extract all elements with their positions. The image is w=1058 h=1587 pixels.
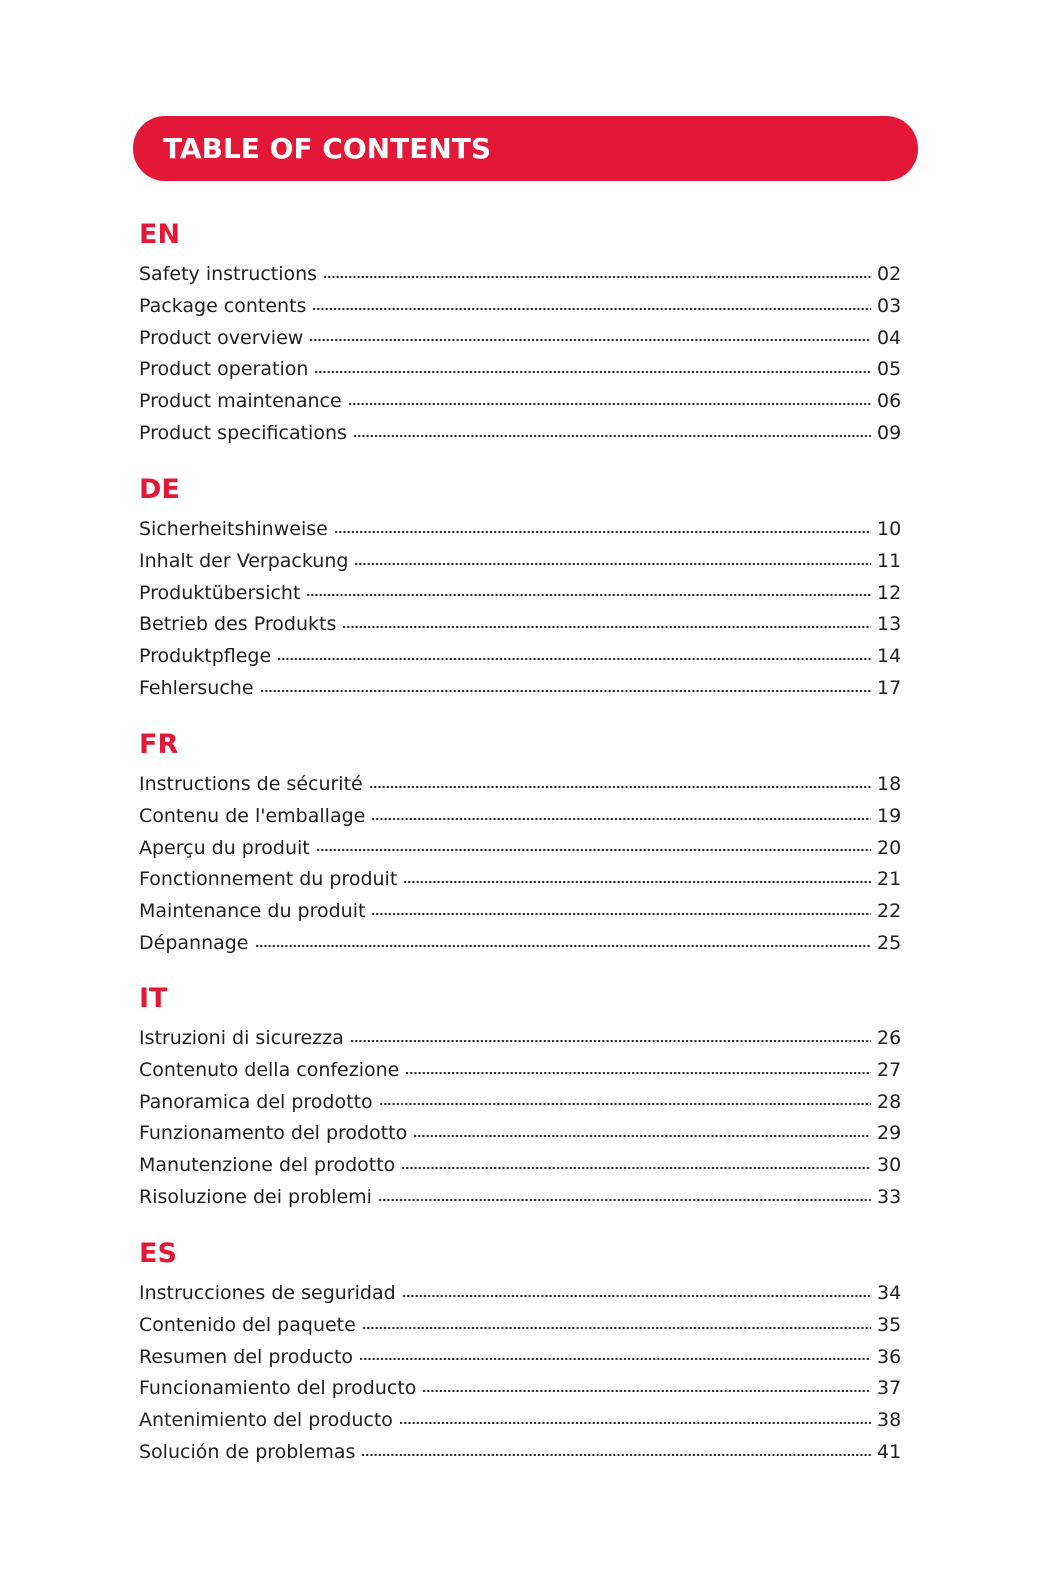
- toc-entry[interactable]: [139, 928, 905, 960]
- dot-leader: [371, 818, 871, 820]
- dot-leader: [354, 563, 871, 565]
- entry-page-number: 22: [877, 900, 902, 923]
- toc-entry[interactable]: [139, 833, 905, 865]
- entry-page-number: 12: [877, 581, 902, 604]
- entry-label: Manutenzione del prodotto: [139, 1154, 396, 1177]
- toc-entry[interactable]: [139, 1373, 905, 1405]
- dot-leader: [405, 1072, 871, 1074]
- entry-label: Funzionamento del prodotto: [139, 1122, 408, 1145]
- toc-entry[interactable]: [139, 386, 905, 418]
- dot-leader: [260, 690, 871, 692]
- toc-entry[interactable]: [139, 864, 905, 896]
- entry-page-number: 03: [877, 294, 902, 317]
- toc-entry[interactable]: [139, 291, 905, 323]
- entry-label: Instructions de sécurité: [139, 773, 363, 795]
- entry-label: Fonctionnement du produit: [139, 868, 398, 891]
- section-code: EN: [139, 219, 181, 250]
- entry-page-number: 29: [877, 1122, 902, 1145]
- entry-page-number: 25: [877, 931, 902, 954]
- toc-entry[interactable]: [139, 769, 905, 801]
- dot-leader: [361, 1454, 871, 1456]
- toc-title-bar: [133, 116, 918, 181]
- toc-entry[interactable]: [139, 354, 905, 386]
- entry-label: Contenu de l'emballage: [139, 804, 366, 827]
- entry-page-number: 41: [877, 1440, 902, 1463]
- dot-leader: [353, 435, 871, 437]
- toc-entry[interactable]: [139, 641, 905, 673]
- toc-entry[interactable]: [139, 1150, 905, 1182]
- entry-label: Resumen del producto: [139, 1345, 354, 1368]
- dot-leader: [399, 1422, 871, 1424]
- section-code: ES: [139, 1238, 177, 1269]
- dot-leader: [316, 849, 871, 851]
- dot-leader: [359, 1358, 871, 1360]
- dot-leader: [334, 531, 871, 533]
- entry-label: Panoramica del prodotto: [139, 1090, 373, 1113]
- entry-page-number: 28: [877, 1090, 902, 1113]
- entry-label: Istruzioni di sicurezza: [139, 1027, 344, 1049]
- entry-page-number: 02: [877, 263, 902, 285]
- entry-page-number: 13: [877, 613, 902, 636]
- entry-page-number: 38: [877, 1409, 902, 1432]
- entry-page-number: 21: [877, 868, 902, 891]
- toc-title: TABLE OF CONTENTS: [163, 132, 492, 165]
- dot-leader: [277, 658, 871, 660]
- entry-label: Product overview: [139, 326, 304, 349]
- entry-label: Maintenance du produit: [139, 900, 366, 923]
- entry-label: Produktübersicht: [139, 581, 301, 604]
- toc-entry[interactable]: [139, 896, 905, 928]
- entry-page-number: 09: [877, 421, 902, 444]
- section-code: DE: [139, 474, 180, 505]
- dot-leader: [314, 371, 871, 373]
- entry-page-number: 26: [877, 1027, 902, 1049]
- dot-leader: [371, 913, 871, 915]
- section-code: FR: [139, 729, 179, 760]
- entry-page-number: 17: [877, 676, 902, 699]
- section-it: [139, 979, 905, 1214]
- dot-leader: [312, 308, 871, 310]
- entry-label: Risoluzione dei problemi: [139, 1185, 372, 1208]
- toc-entry[interactable]: [139, 1182, 905, 1214]
- entry-page-number: 04: [877, 326, 902, 349]
- entry-label: Sicherheitshinweise: [139, 518, 328, 540]
- toc-entry[interactable]: [139, 418, 905, 450]
- entry-label: Product specifications: [139, 421, 347, 444]
- toc-entry[interactable]: [139, 259, 905, 291]
- entry-label: Safety instructions: [139, 263, 318, 285]
- entry-page-number: 37: [877, 1377, 902, 1400]
- entry-page-number: 36: [877, 1345, 902, 1368]
- entry-page-number: 30: [877, 1154, 902, 1177]
- toc-entry[interactable]: [139, 1405, 905, 1437]
- dot-leader: [255, 945, 871, 947]
- toc-entry[interactable]: [139, 514, 905, 546]
- dot-leader: [369, 786, 871, 788]
- entry-label: Funcionamiento del producto: [139, 1377, 417, 1400]
- toc-entry[interactable]: [139, 323, 905, 355]
- entry-label: Aperçu du produit: [139, 836, 310, 859]
- entry-label: Inhalt der Verpackung: [139, 549, 349, 572]
- toc-entry[interactable]: [139, 578, 905, 610]
- dot-leader: [342, 626, 871, 628]
- entry-page-number: 11: [877, 549, 902, 572]
- entry-page-number: 05: [877, 358, 902, 381]
- toc-entry[interactable]: [139, 609, 905, 641]
- dot-leader: [323, 276, 871, 278]
- entry-label: Package contents: [139, 294, 307, 317]
- entry-label: Produktpflege: [139, 645, 272, 668]
- section-es: [139, 1234, 905, 1469]
- entry-label: Product operation: [139, 358, 309, 381]
- entry-page-number: 33: [877, 1185, 902, 1208]
- entry-label: Solución de problemas: [139, 1440, 356, 1463]
- dot-leader: [422, 1390, 871, 1392]
- dot-leader: [306, 594, 871, 596]
- entry-label: Contenido del paquete: [139, 1313, 356, 1336]
- toc-entry[interactable]: [139, 1118, 905, 1150]
- toc-entry[interactable]: [139, 546, 905, 578]
- toc-entry[interactable]: [139, 1342, 905, 1374]
- entry-page-number: 18: [877, 773, 902, 795]
- dot-leader: [401, 1167, 871, 1169]
- section-de: [139, 470, 905, 705]
- toc-entry[interactable]: [139, 1278, 905, 1310]
- dot-leader: [413, 1135, 871, 1137]
- entry-page-number: 06: [877, 390, 902, 413]
- toc-entry[interactable]: [139, 1310, 905, 1342]
- entry-label: Antenimiento del producto: [139, 1409, 393, 1432]
- entry-page-number: 20: [877, 836, 902, 859]
- toc-entry[interactable]: [139, 1087, 905, 1119]
- dot-leader: [350, 1040, 871, 1042]
- entry-label: Contenuto della confezione: [139, 1058, 400, 1081]
- entry-page-number: 10: [877, 518, 902, 540]
- dot-leader: [403, 881, 871, 883]
- entry-label: Instrucciones de seguridad: [139, 1282, 396, 1304]
- entry-page-number: 34: [877, 1282, 902, 1304]
- dot-leader: [309, 339, 871, 341]
- section-fr: [139, 725, 905, 960]
- toc-entry[interactable]: [139, 1055, 905, 1087]
- dot-leader: [362, 1327, 871, 1329]
- dot-leader: [348, 403, 871, 405]
- entry-label: Product maintenance: [139, 390, 342, 413]
- toc-entry[interactable]: [139, 673, 905, 705]
- entry-page-number: 35: [877, 1313, 902, 1336]
- dot-leader: [378, 1199, 871, 1201]
- entry-label: Dépannage: [139, 931, 249, 954]
- entry-label: Fehlersuche: [139, 676, 254, 699]
- entry-page-number: 14: [877, 645, 902, 668]
- toc-entry[interactable]: [139, 1437, 905, 1469]
- section-en: [139, 215, 905, 450]
- entry-label: Betrieb des Produkts: [139, 613, 337, 636]
- toc-entry[interactable]: [139, 801, 905, 833]
- entry-page-number: 27: [877, 1058, 902, 1081]
- dot-leader: [402, 1295, 871, 1297]
- entry-page-number: 19: [877, 804, 902, 827]
- dot-leader: [379, 1103, 871, 1105]
- section-code: IT: [139, 983, 168, 1014]
- toc-entry[interactable]: [139, 1023, 905, 1055]
